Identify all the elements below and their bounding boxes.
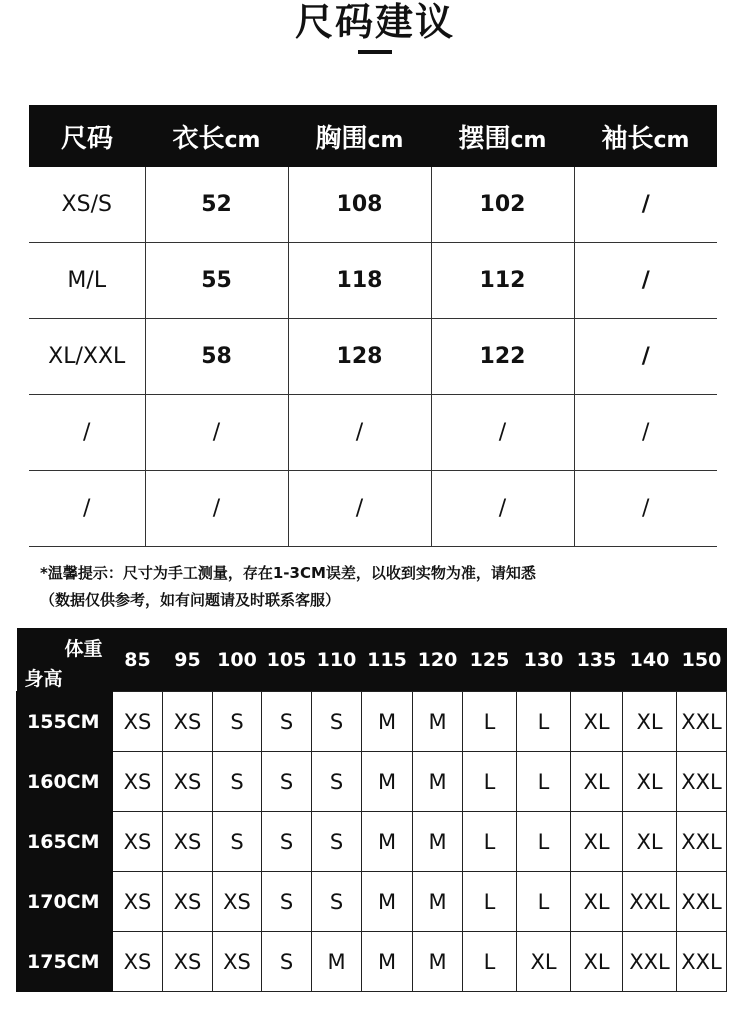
chest-cell: 118 [288,243,431,319]
weight-header: 95 [163,628,213,692]
size-recommendation-cell: XL [517,932,571,992]
weight-header: 100 [213,628,262,692]
size-recommendation-cell: XS [163,692,213,752]
size-recommendation-cell: L [517,692,571,752]
size-recommendation-cell: XXL [677,872,727,932]
size-table-header [145,105,288,167]
size-recommendation-cell: XXL [677,692,727,752]
size-recommendation-cell: S [213,692,262,752]
size-recommendation-cell: XXL [677,932,727,992]
header-unit: cm [653,127,690,153]
size-recommendation-cell: S [262,752,312,812]
table-row [17,752,727,812]
height-label: 身高 [24,668,63,690]
weight-header: 85 [113,628,163,692]
size-table-header [574,105,717,167]
table-row [29,471,717,547]
size-recommendation-cell: M [362,932,413,992]
sleeve-cell: / [574,319,717,395]
chest-cell: 108 [288,167,431,243]
hem-cell: 102 [431,167,574,243]
size-recommendation-cell: XS [113,872,163,932]
size-recommendation-cell: L [463,692,517,752]
height-row-header: 175CM [17,932,113,992]
height-row-header: 165CM [17,812,113,872]
table-row [29,167,717,243]
size-table-header [288,105,431,167]
size-recommendation-cell: L [463,932,517,992]
table-row [17,812,727,872]
sleeve-cell: / [574,471,717,547]
size-recommendation-cell: L [463,752,517,812]
size-recommendation-cell: XS [113,812,163,872]
size-cell: XL/XXL [29,319,145,395]
length-cell: / [145,395,288,471]
table-row [17,872,727,932]
size-recommendation-cell: M [413,932,463,992]
table-row [17,692,727,752]
size-recommendation-cell: L [517,872,571,932]
table-row [17,932,727,992]
size-recommendation-cell: XXL [677,812,727,872]
size-recommendation-cell: L [517,812,571,872]
weight-header: 110 [312,628,362,692]
weight-header: 125 [463,628,517,692]
size-recommendation-cell: M [362,872,413,932]
size-recommendation-cell: M [362,752,413,812]
weight-header: 135 [571,628,623,692]
size-recommendation-cell: S [312,872,362,932]
size-recommendation-cell: XL [623,692,677,752]
header-label: 尺码 [60,123,113,154]
weight-header: 130 [517,628,571,692]
size-recommendation-cell: L [463,872,517,932]
size-recommendation-cell: M [413,812,463,872]
hem-cell: / [431,471,574,547]
size-recommendation-cell: XXL [623,932,677,992]
weight-header-row [17,628,727,692]
header-unit: cm [224,127,261,153]
title-underline [358,50,392,54]
header-label: 胸围 [315,123,368,154]
size-recommendation-cell: M [362,812,413,872]
chest-cell: / [288,395,431,471]
length-cell: / [145,471,288,547]
size-recommendation-cell: M [362,692,413,752]
chest-cell: / [288,471,431,547]
size-cell: M/L [29,243,145,319]
size-recommendation-cell: XS [163,812,213,872]
size-recommendation-cell: M [413,692,463,752]
notice-line: （数据仅供参考，如有问题请及时联系客服） [40,591,341,609]
sleeve-cell: / [574,395,717,471]
weight-header: 150 [677,628,727,692]
size-recommendation-cell: S [312,692,362,752]
weight-height-body [17,692,727,992]
size-table-header [29,105,145,167]
size-recommendation-cell: S [262,812,312,872]
size-table-header-row [29,105,717,167]
size-recommendation-cell: XL [571,692,623,752]
size-cell: XS/S [29,167,145,243]
size-recommendation-cell: XS [213,932,262,992]
sleeve-cell: / [574,243,717,319]
size-recommendation-cell: XS [113,932,163,992]
size-recommendation-cell: XS [163,872,213,932]
size-recommendation-cell: XL [571,872,623,932]
size-recommendation-cell: XL [571,932,623,992]
size-cell: / [29,471,145,547]
weight-header: 120 [413,628,463,692]
corner-header [17,628,113,692]
header-label: 衣长 [172,123,225,154]
size-table-header [431,105,574,167]
size-recommendation-cell: M [413,872,463,932]
size-recommendation-cell: S [312,752,362,812]
size-recommendation-cell: XXL [623,872,677,932]
weight-label: 体重 [64,638,103,660]
size-recommendation-cell: M [413,752,463,812]
size-recommendation-cell: M [312,932,362,992]
size-recommendation-cell: XL [571,812,623,872]
length-cell: 55 [145,243,288,319]
size-recommendation-cell: S [262,692,312,752]
weight-header: 115 [362,628,413,692]
hem-cell: 112 [431,243,574,319]
size-recommendation-cell: XL [571,752,623,812]
size-recommendation-cell: XS [213,872,262,932]
size-recommendation-cell: XS [163,752,213,812]
sleeve-cell: / [574,167,717,243]
header-label: 袖长 [601,123,654,154]
size-recommendation-cell: XXL [677,752,727,812]
size-recommendation-cell: XS [113,752,163,812]
length-cell: 52 [145,167,288,243]
table-row [29,395,717,471]
measurement-notice [40,560,730,614]
length-cell: 58 [145,319,288,395]
hem-cell: / [431,395,574,471]
header-label: 摆围 [458,123,511,154]
height-row-header: 170CM [17,872,113,932]
size-recommendation-cell: XS [113,692,163,752]
weight-header: 105 [262,628,312,692]
size-recommendation-cell: S [262,872,312,932]
page-title: 尺码建议 [294,0,455,44]
size-recommendation-cell: S [213,752,262,812]
size-recommendation-cell: L [517,752,571,812]
chest-cell: 128 [288,319,431,395]
weight-height-table [16,628,727,992]
size-recommendation-cell: S [312,812,362,872]
size-recommendation-cell: XL [623,812,677,872]
size-recommendation-cell: XL [623,752,677,812]
weight-header: 140 [623,628,677,692]
notice-line: *温馨提示：尺寸为手工测量，存在1-3CM误差，以收到实物为准，请知悉 [40,564,536,582]
header-unit: cm [510,127,547,153]
hem-cell: 122 [431,319,574,395]
table-row [29,319,717,395]
size-cell: / [29,395,145,471]
table-row [29,243,717,319]
height-row-header: 160CM [17,752,113,812]
size-recommendation-cell: L [463,812,517,872]
size-recommendation-cell: S [213,812,262,872]
height-row-header: 155CM [17,692,113,752]
size-recommendation-cell: XS [163,932,213,992]
size-recommendation-cell: S [262,932,312,992]
header-unit: cm [367,127,404,153]
size-table [29,105,717,547]
